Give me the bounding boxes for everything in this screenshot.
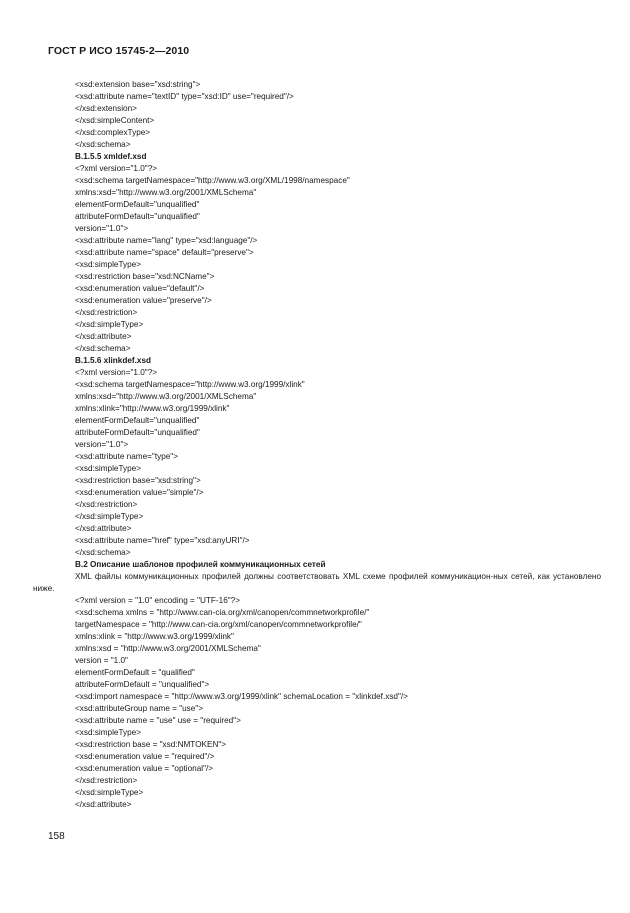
code-line: </xsd:extension> [75,104,137,113]
code-line: <xsd:schema targetNamespace="http://www.w3.org/1999/xlink" [75,380,305,389]
section-heading: B.1.5.6 xlinkdef.xsd [75,356,151,365]
code-line: elementFormDefault = "qualified" [75,668,195,677]
code-line: <xsd:attribute name="textID" type="xsd:ID" use="required"/> [75,92,294,101]
body-paragraph: XML файлы коммуникационных профилей должны соответствовать XML схеме профилей коммуникацион-ных сетей, как установлено ниже. [33,572,601,593]
page-number: 158 [48,831,65,842]
code-line: <xsd:enumeration value="default"/> [75,284,205,293]
code-line: </xsd:simpleType> [75,320,144,329]
code-line: <?xml version="1.0"?> [75,164,158,173]
code-line: </xsd:schema> [75,548,131,557]
code-line: elementFormDefault="unqualified" [75,200,200,209]
code-line: <xsd:simpleType> [75,728,141,737]
code-line: </xsd:complexType> [75,128,151,137]
code-line: <xsd:attribute name="space" default="preserve"> [75,248,254,257]
code-line: xmlns:xlink="http://www.w3.org/1999/xlink" [75,404,230,413]
code-line: </xsd:simpleType> [75,788,144,797]
code-line: </xsd:restriction> [75,308,138,317]
code-line: <xsd:simpleType> [75,260,141,269]
code-line: </xsd:simpleType> [75,512,144,521]
code-line: version = "1.0" [75,656,128,665]
code-line: version="1.0"> [75,224,129,233]
document-header: ГОСТ Р ИСО 15745-2—2010 [48,45,190,57]
code-line: attributeFormDefault="unqualified" [75,428,200,437]
code-line: <xsd:attribute name="href" type="xsd:anyURI"/> [75,536,250,545]
code-line: </xsd:schema> [75,140,131,149]
code-line: <xsd:attribute name = "use" use = "required"> [75,716,241,725]
code-line: elementFormDefault="unqualified" [75,416,200,425]
code-line: <xsd:restriction base="xsd:string"> [75,476,201,485]
code-line: xmlns:xsd="http://www.w3.org/2001/XMLSchema" [75,392,257,401]
code-line: <xsd:enumeration value = "required"/> [75,752,215,761]
code-line: <xsd:simpleType> [75,464,141,473]
code-line: <xsd:enumeration value = "optional"/> [75,764,214,773]
code-line: xmlns:xlink = "http://www.w3.org/1999/xlink" [75,632,234,641]
code-line: <xsd:restriction base = "xsd:NMTOKEN"> [75,740,227,749]
code-line: <xsd:attribute name="type"> [75,452,178,461]
code-line: <?xml version = "1.0" encoding = "UTF-16"?> [75,596,240,605]
code-line: xmlns:xsd = "http://www.w3.org/2001/XMLSchema" [75,644,261,653]
code-line: <xsd:enumeration value="simple"/> [75,488,204,497]
code-line: <xsd:schema xmlns = "http://www.can-cia.org/xml/canopen/commnetworkprofile/" [75,608,370,617]
code-line: attributeFormDefault="unqualified" [75,212,200,221]
code-line: attributeFormDefault = "unqualified"> [75,680,210,689]
code-line: </xsd:schema> [75,344,131,353]
code-line: <xsd:attributeGroup name = "use"> [75,704,204,713]
code-line: </xsd:attribute> [75,332,132,341]
code-line: </xsd:simpleContent> [75,116,155,125]
code-line: <xsd:enumeration value="preserve"/> [75,296,212,305]
code-line: <xsd:schema targetNamespace="http://www.w3.org/XML/1998/namespace" [75,176,350,185]
code-line: <xsd:extension base="xsd:string"> [75,80,201,89]
code-line: version="1.0"> [75,440,129,449]
code-line: </xsd:attribute> [75,524,132,533]
code-line: targetNamespace = "http://www.can-cia.org/xml/canopen/commnetworkprofile/" [75,620,362,629]
section-heading: B.1.5.5 xmldef.xsd [75,152,147,161]
section-heading: B.2 Описание шаблонов профилей коммуникационных сетей [75,560,326,569]
code-line: <xsd:import namespace = "http://www.w3.org/1999/xlink" schemaLocation = "xlinkdef.xsd"/> [75,692,408,701]
code-line: <?xml version="1.0"?> [75,368,158,377]
code-line: </xsd:restriction> [75,776,138,785]
code-line: </xsd:attribute> [75,800,132,809]
code-line: </xsd:restriction> [75,500,138,509]
code-line: xmlns:xsd="http://www.w3.org/2001/XMLSchema" [75,188,257,197]
code-line: <xsd:restriction base="xsd:NCName"> [75,272,215,281]
code-line: <xsd:attribute name="lang" type="xsd:language"/> [75,236,258,245]
